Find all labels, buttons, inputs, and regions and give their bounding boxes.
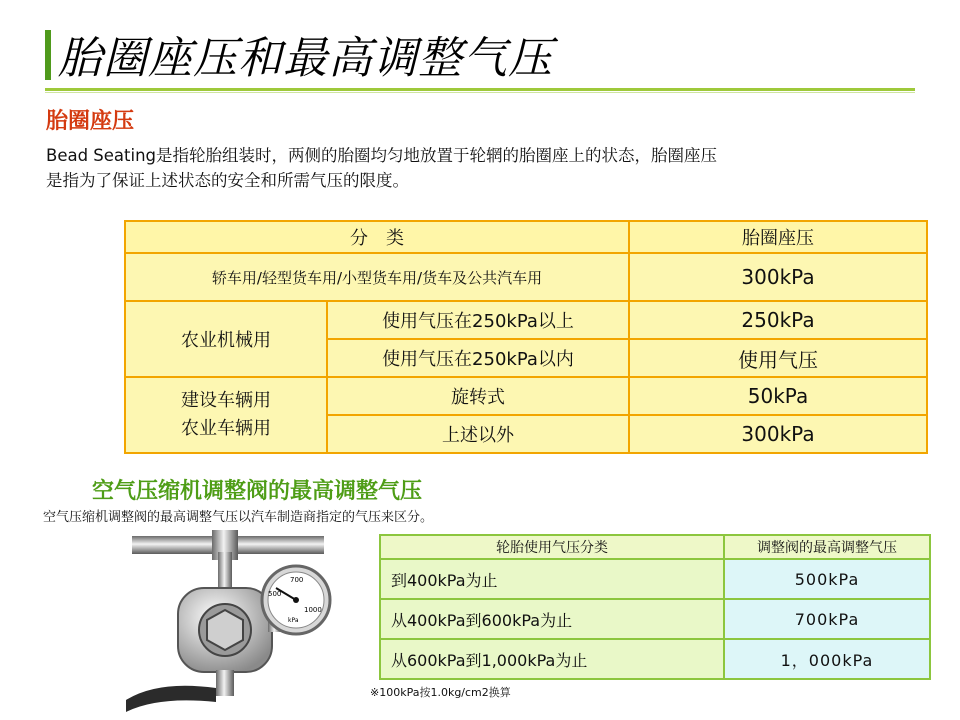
table-row bbox=[380, 559, 930, 599]
gauge-unit: kPa bbox=[288, 617, 299, 624]
row-range: 到400kPa为止 bbox=[380, 559, 724, 599]
category-line-2: 农业车辆用 bbox=[181, 418, 271, 439]
bead-seating-description bbox=[46, 143, 916, 193]
row-value: 700kPa bbox=[724, 599, 930, 639]
header-category: 分 类 bbox=[125, 221, 629, 253]
table-row bbox=[380, 639, 930, 679]
row-category: 轿车用/轻型货车用/小型货车用/货车及公共汽车用 bbox=[125, 253, 629, 301]
table-row bbox=[125, 301, 927, 339]
pipe-lower bbox=[216, 670, 234, 696]
category-line-1: 建设车辆用 bbox=[181, 390, 271, 411]
table-row bbox=[380, 599, 930, 639]
row-value: 50kPa bbox=[629, 377, 927, 415]
gauge-label-500: 500 bbox=[268, 590, 282, 598]
hex-nut-icon bbox=[207, 610, 243, 650]
description-line-1: Bead Seating是指轮胎组装时，两侧的胎圈均匀地放置于轮辋的胎圈座上的状态，胎圈座压 bbox=[46, 146, 718, 165]
row-category: 农业机械用 bbox=[125, 301, 327, 377]
conversion-note: ※100kPa按1.0kg/cm2换算 bbox=[370, 686, 511, 699]
table-header-row bbox=[125, 221, 927, 253]
hose bbox=[126, 686, 216, 712]
row-subcategory: 使用气压在250kPa以上 bbox=[327, 301, 629, 339]
table-row bbox=[125, 253, 927, 301]
gauge-label-700: 700 bbox=[290, 576, 304, 584]
description-line-2: 是指为了保证上述状态的安全和所需气压的限度。 bbox=[46, 171, 409, 190]
regulator-valve-illustration bbox=[118, 522, 358, 712]
section-heading-bead-seating: 胎圈座压 bbox=[46, 109, 135, 134]
title-underline bbox=[45, 88, 915, 91]
row-value: 500kPa bbox=[724, 559, 930, 599]
header-bead-pressure: 胎圈座压 bbox=[629, 221, 927, 253]
header-pressure-category: 轮胎使用气压分类 bbox=[380, 535, 724, 559]
row-value: 使用气压 bbox=[629, 339, 927, 377]
row-subcategory: 使用气压在250kPa以内 bbox=[327, 339, 629, 377]
header-max-pressure: 调整阀的最高调整气压 bbox=[724, 535, 930, 559]
max-pressure-description: 空气压缩机调整阀的最高调整气压以汽车制造商指定的气压来区分。 bbox=[43, 510, 434, 525]
row-subcategory: 上述以外 bbox=[327, 415, 629, 453]
pressure-gauge bbox=[262, 566, 330, 634]
table-row bbox=[125, 377, 927, 415]
title-accent-bar bbox=[45, 30, 51, 80]
valve-body bbox=[178, 588, 272, 672]
table-header-row bbox=[380, 535, 930, 559]
row-range: 从600kPa到1,000kPa为止 bbox=[380, 639, 724, 679]
bead-seating-table bbox=[124, 220, 928, 454]
max-pressure-table bbox=[379, 534, 931, 680]
title-underline-light bbox=[45, 92, 915, 93]
gauge-label-1000: 1000 bbox=[304, 606, 322, 614]
row-category-multiline bbox=[125, 377, 327, 453]
row-value: 300kPa bbox=[629, 415, 927, 453]
section-heading-max-pressure: 空气压缩机调整阀的最高调整气压 bbox=[92, 479, 423, 504]
row-subcategory: 旋转式 bbox=[327, 377, 629, 415]
row-value: 300kPa bbox=[629, 253, 927, 301]
row-value: 1，000kPa bbox=[724, 639, 930, 679]
row-range: 从400kPa到600kPa为止 bbox=[380, 599, 724, 639]
row-value: 250kPa bbox=[629, 301, 927, 339]
page-title: 胎圈座压和最高调整气压 bbox=[58, 33, 553, 84]
